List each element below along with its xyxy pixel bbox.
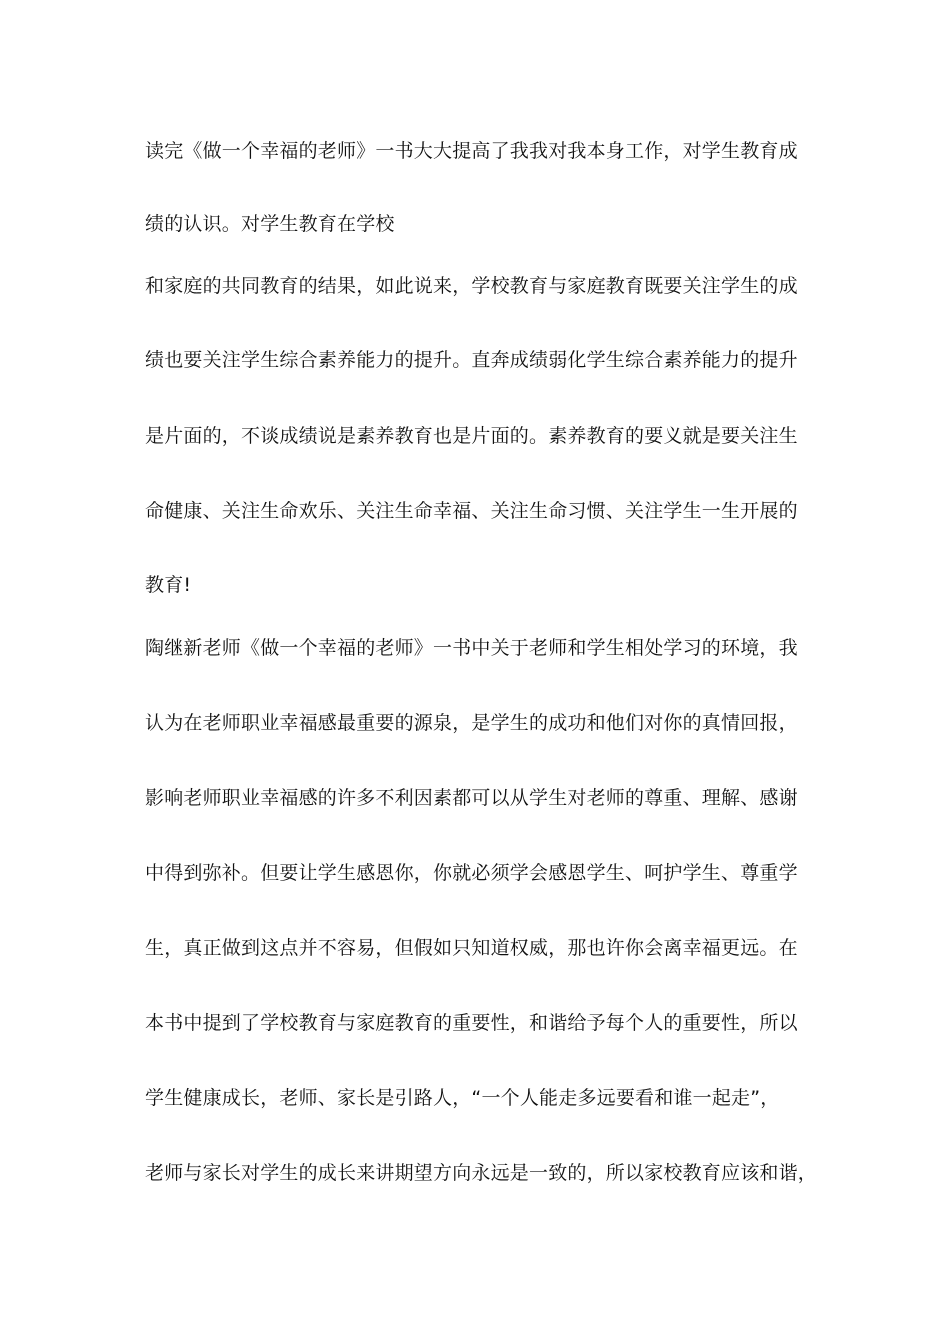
text-line: 中得到弥补。但要让学生感恩你，你就必须学会感恩学生、呵护学生、尊重学 (145, 862, 798, 884)
text-line: 教育! (145, 574, 192, 596)
text-line: 影响老师职业幸福感的许多不利因素都可以从学生对老师的尊重、理解、感谢 (145, 787, 798, 809)
text-line: 命健康、关注生命欢乐、关注生命幸福、关注生命习惯、关注学生一生开展的 (145, 500, 798, 522)
text-line: 老师与家长对学生的成长来讲期望方向永远是一致的，所以家校教育应该和谐， (145, 1162, 818, 1184)
text-line: 是片面的，不谈成绩说是素养教育也是片面的。素养教育的要义就是要关注生 (145, 425, 798, 447)
text-line: 学生健康成长，老师、家长是引路人，“一个人能走多远要看和谁一起走”， (145, 1087, 780, 1109)
text-line: 生，真正做到这点并不容易，但假如只知道权威，那也许你会离幸福更远。在 (145, 937, 798, 959)
text-line: 读完《做一个幸福的老师》一书大大提高了我我对我本身工作，对学生教育成 (145, 140, 798, 162)
text-line: 绩的认识。对学生教育在学校 (145, 213, 395, 235)
text-line: 绩也要关注学生综合素养能力的提升。直奔成绩弱化学生综合素养能力的提升 (145, 349, 798, 371)
text-line: 本书中提到了学校教育与家庭教育的重要性，和谐给予每个人的重要性，所以 (145, 1012, 798, 1034)
text-line: 陶继新老师《做一个幸福的老师》一书中关于老师和学生相处学习的环境，我 (145, 637, 798, 659)
text-line: 和家庭的共同教育的结果，如此说来，学校教育与家庭教育既要关注学生的成 (145, 275, 798, 297)
text-line: 认为在老师职业幸福感最重要的源泉，是学生的成功和他们对你的真情回报， (145, 712, 798, 734)
